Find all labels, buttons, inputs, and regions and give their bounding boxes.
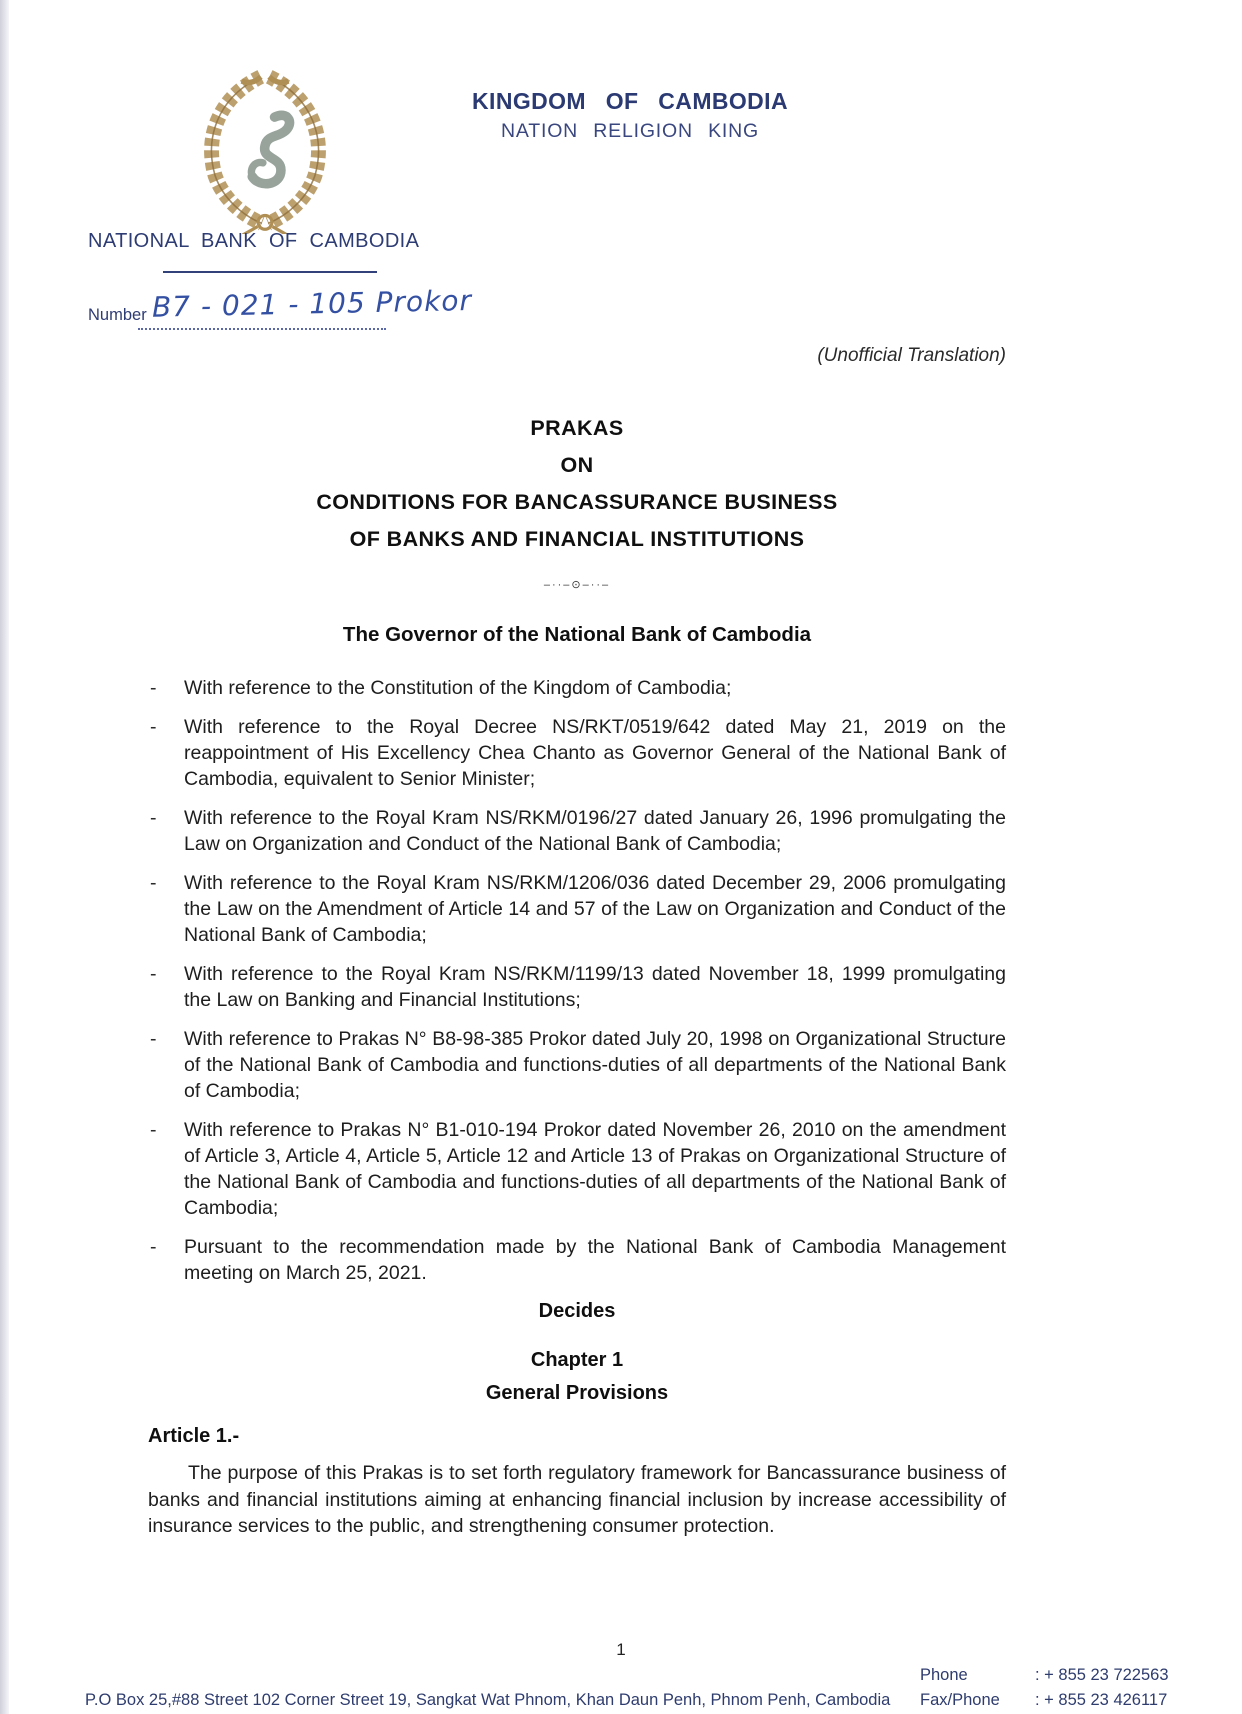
article-heading: Article 1.- (148, 1425, 240, 1447)
footer-phone-value: : + 855 23 722563 (1035, 1666, 1169, 1684)
footer-fax-value: : + 855 23 426117 (1035, 1691, 1168, 1709)
recitals-list (148, 675, 1006, 1286)
recital-item (148, 1234, 1006, 1286)
recital-item (148, 1117, 1006, 1221)
list-dash: - (150, 716, 157, 738)
document-body (148, 414, 1006, 1540)
motto-line: NATION RELIGION KING (501, 120, 759, 142)
chapter-title-heading: General Provisions (485, 1382, 669, 1404)
translation-note: (Unofficial Translation) (817, 345, 1006, 366)
recital-text: With reference to the Royal Kram NS/RKM/0196/27 dated January 26, 1996 promulgating the Law on Organization and Conduct of the National Bank of Cambodia; (184, 807, 1006, 855)
footer-fax-label: Fax/Phone (920, 1691, 1000, 1709)
recital-item (148, 870, 1006, 948)
bank-name-underline (163, 271, 377, 273)
kingdom-title: KINGDOM OF CAMBODIA (472, 88, 788, 114)
doc-title-line-2: ON (560, 453, 594, 477)
recital-text: With reference to Prakas N° B1-010-194 Prokor dated November 26, 2010 on the amendment of Article 3, Article 4, Article 5, Article 12 and Article 13 of Prakas on Organizational Structure of the National Bank of Cambodia and functions-duties of all departments of the National Bank of Cambodia; (184, 1119, 1006, 1219)
recital-item (148, 961, 1006, 1013)
list-dash: - (150, 1236, 157, 1258)
footer-address: P.O Box 25,#88 Street 102 Corner Street 19, Sangkat Wat Phnom, Khan Daun Penh, Phnom Penh, Cambodia (85, 1691, 891, 1709)
bank-name: NATIONAL BANK OF CAMBODIA (88, 230, 420, 252)
doc-title-line-1: PRAKAS (530, 416, 624, 440)
doc-title-line-3: CONDITIONS FOR BANCASSURANCE BUSINESS (316, 490, 838, 514)
recital-text: With reference to the Royal Decree NS/RKT/0519/642 dated May 21, 2019 on the reappointment of His Excellency Chea Chanto as Governor General of the National Bank of Cambodia, equivalent to Senior Minister; (184, 716, 1006, 790)
recital-item (148, 714, 1006, 792)
list-dash: - (150, 1028, 157, 1050)
page-number: 1 (616, 1640, 626, 1659)
list-dash: - (150, 1119, 157, 1141)
doc-title-line-4: OF BANKS AND FINANCIAL INSTITUTIONS (349, 527, 805, 551)
decides-heading: Decides (538, 1300, 616, 1322)
article-body-text: The purpose of this Prakas is to set forth regulatory framework for Bancassurance business of banks and financial institutions aiming at enhancing financial inclusion by increase accessibility of insurance services to the public, and strengthening consumer protection. (148, 1462, 1006, 1537)
title-divider-ornament: –··–⊙–··– (543, 579, 611, 591)
recital-item (148, 805, 1006, 857)
recital-text: With reference to the Royal Kram NS/RKM/1206/036 dated December 29, 2006 promulgating the Law on the Amendment of Article 14 and 57 of the Law on Organization and Conduct of the National Bank of Cambodia; (184, 872, 1006, 946)
scan-edge-artifact (0, 0, 9, 1714)
issuer-heading: The Governor of the National Bank of Cambodia (342, 623, 812, 646)
number-label: Number (88, 306, 147, 324)
list-dash: - (150, 963, 157, 985)
number-value-handwritten: B7 - 021 - 105 Prokor (151, 284, 473, 324)
recital-text: With reference to Prakas N° B8-98-385 Prokor dated July 20, 1998 on Organizational Structure of the National Bank of Cambodia and functions-duties of all departments of the National Bank of Cambodia; (184, 1028, 1006, 1102)
list-dash: - (150, 872, 157, 894)
recital-text: With reference to the Royal Kram NS/RKM/1199/13 dated November 18, 1999 promulgating the Law on Banking and Financial Institutions; (184, 963, 1006, 1011)
recital-text: With reference to the Constitution of the Kingdom of Cambodia; (184, 677, 732, 699)
chapter-number-heading: Chapter 1 (530, 1349, 624, 1371)
recital-item (148, 1026, 1006, 1104)
list-dash: - (150, 677, 157, 699)
recital-text: Pursuant to the recommendation made by the National Bank of Cambodia Management meeting on March 25, 2021. (184, 1236, 1006, 1284)
list-dash: - (150, 807, 157, 829)
footer-phone-label: Phone (920, 1666, 968, 1684)
recital-item (148, 675, 1006, 701)
